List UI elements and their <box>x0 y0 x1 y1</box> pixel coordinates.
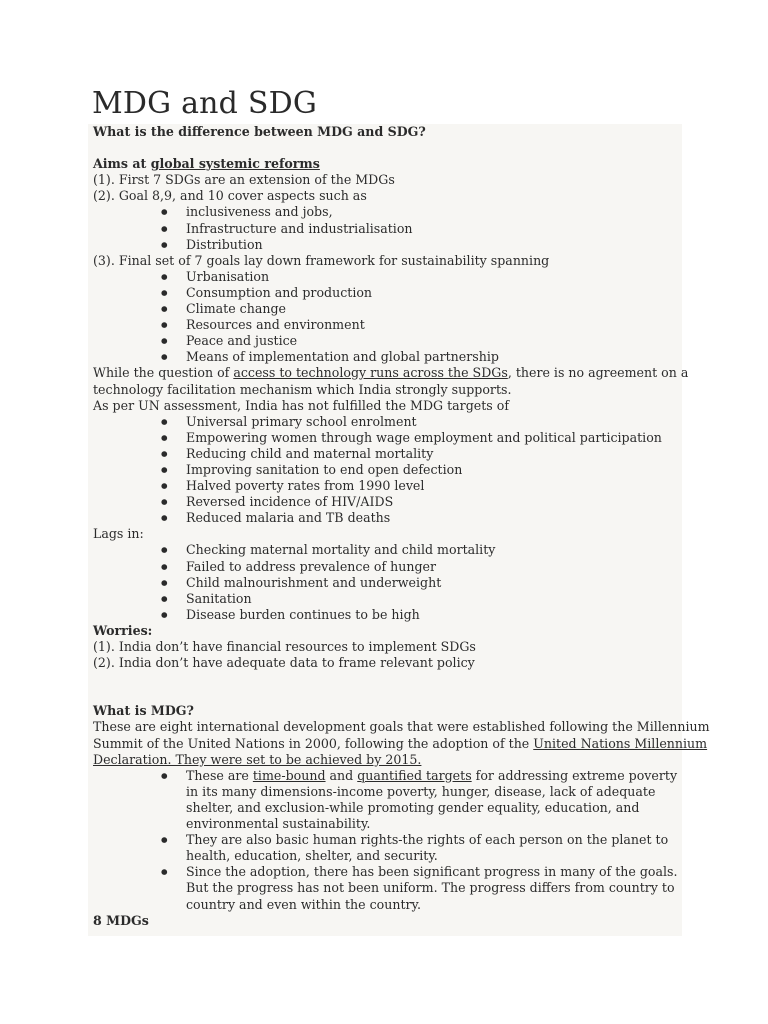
list-item: ● Distribution <box>186 237 683 253</box>
unfulfilled-targets-list <box>93 414 683 527</box>
mdg-paragraph-line-3 <box>93 752 683 768</box>
point-1: (1). First 7 SDGs are an extension of the MDGs <box>93 172 395 188</box>
list-item: ● Reduced malaria and TB deaths <box>186 510 683 526</box>
worries-heading: Worries: <box>93 622 153 638</box>
point-3: (3). Final set of 7 goals lay down framework for sustainability spanning <box>93 252 550 268</box>
list-item: ● Peace and justice <box>186 333 683 349</box>
page-title: MDG and SDG <box>92 86 317 121</box>
list-item: ● They are also basic human rights-the rights of each person on the planet to health, education, shelter, and security. <box>186 832 683 864</box>
lags-list <box>93 542 683 622</box>
point-2: (2). Goal 8,9, and 10 cover aspects such as <box>93 188 367 204</box>
tech-paragraph-line-2: technology facilitation mechanism which India strongly supports. <box>93 381 512 397</box>
list-item: ● Disease burden continues to be high <box>186 607 683 623</box>
un-millennium-declaration-link-cont[interactable]: Declaration. They were set to be achieved by 2015. <box>93 751 422 767</box>
tech-paragraph-line-1: While the question of access to technology runs across the SDGs, there is no agreement on a <box>93 365 689 381</box>
list-item: ● Sanitation <box>186 591 683 607</box>
list-item: ● Improving sanitation to end open defection <box>186 462 683 478</box>
list-item: ● Empowering women through wage employment and political participation <box>186 430 683 446</box>
un-millennium-declaration-link[interactable]: United Nations Millennium <box>533 735 708 751</box>
list-item: ● Means of implementation and global partnership <box>186 349 683 365</box>
subtitle: What is the difference between MDG and SDG? <box>93 124 426 139</box>
list-item: ● Urbanisation <box>186 269 683 285</box>
access-to-technology-link[interactable]: access to technology runs across the SDGs <box>233 365 508 381</box>
document-body <box>93 124 710 929</box>
list-item: ● Checking maternal mortality and child mortality <box>186 542 683 558</box>
worry-2: (2). India don’t have adequate data to frame relevant policy <box>93 655 475 671</box>
mdg-bullet-list <box>93 768 683 913</box>
un-assessment: As per UN assessment, India has not fulfilled the MDG targets of <box>93 397 509 413</box>
list-item: ● These are time-bound and quantified targets for addressing extreme poverty in its many dimensions-income poverty, hunger, disease, lack of adequate shelter, and exclusion-while promoting gender equality, education, and environmental sustainability. <box>186 768 683 832</box>
list-item: ● Climate change <box>186 301 683 317</box>
list-item: ● inclusiveness and jobs, <box>186 204 683 220</box>
lags-label: Lags in: <box>93 526 144 542</box>
mdgs-heading: 8 MDGs <box>93 912 149 928</box>
list-item: ● Reversed incidence of HIV/AIDS <box>186 494 683 510</box>
aims-heading: Aims at global systemic reforms <box>93 156 320 172</box>
mdg-heading: What is MDG? <box>93 703 194 719</box>
worry-1: (1). India don’t have financial resources to implement SDGs <box>93 639 476 654</box>
list-item: ● Since the adoption, there has been significant progress in many of the goals. But the progress has not been uniform. The progress differs from country to country and even within the country. <box>186 864 683 912</box>
quantified-targets-link[interactable]: quantified targets <box>357 767 472 783</box>
goal-8-10-list <box>93 204 683 252</box>
list-item: ● Resources and environment <box>186 317 683 333</box>
list-item: ● Infrastructure and industrialisation <box>186 221 683 237</box>
final-goals-list <box>93 269 683 366</box>
list-item: ● Halved poverty rates from 1990 level <box>186 478 683 494</box>
global-systemic-reforms-link[interactable]: global systemic reforms <box>150 156 320 172</box>
list-item: ● Failed to address prevalence of hunger <box>186 559 683 575</box>
list-item: ● Reducing child and maternal mortality <box>186 446 683 462</box>
list-item: ● Universal primary school enrolment <box>186 414 683 430</box>
time-bound-link[interactable]: time-bound <box>252 767 326 783</box>
list-item: ● Consumption and production <box>186 285 683 301</box>
list-item: ● Child malnourishment and underweight <box>186 575 683 591</box>
mdg-paragraph-line-2: Summit of the United Nations in 2000, following the adoption of the United Nations Millennium <box>93 735 708 751</box>
mdg-paragraph-line-1: These are eight international development goals that were established following the Millennium <box>93 719 710 735</box>
